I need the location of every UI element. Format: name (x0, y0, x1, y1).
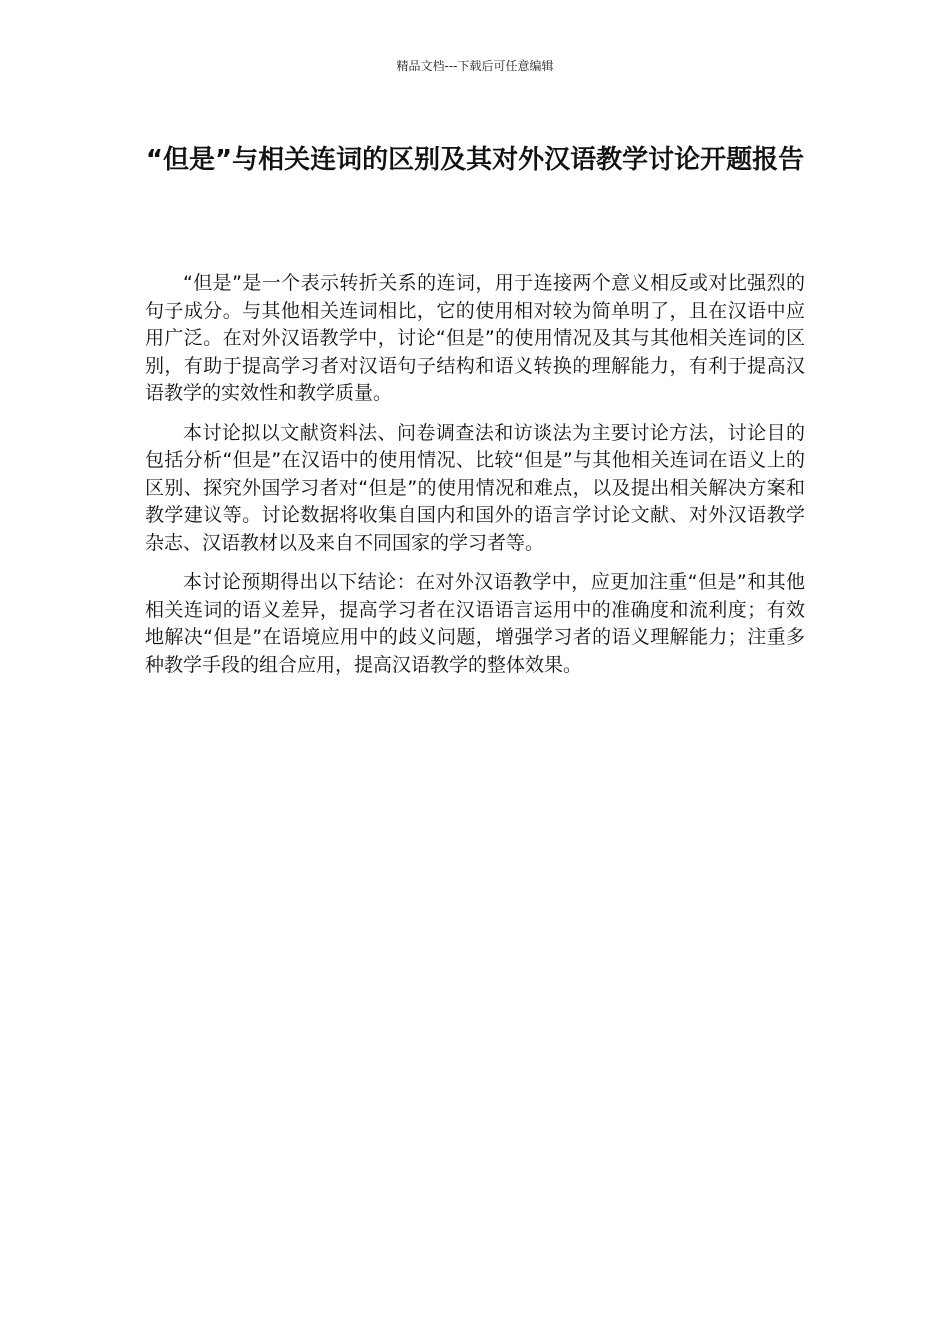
body-paragraph: “但是”是一个表示转折关系的连词，用于连接两个意义相反或对比强烈的句子成分。与其他相关连词相比，它的使用相对较为简单明了，且在汉语中应用广泛。在对外汉语教学中，讨论“但是”的使用情况及其与其他相关连词的区别，有助于提高学习者对汉语句子结构和语义转换的理解能力，有利于提高汉语教学的实效性和教学质量。 (145, 272, 805, 404)
header-note: 精品文档---下载后可任意编辑 (396, 59, 554, 73)
body-paragraph: 本讨论预期得出以下结论：在对外汉语教学中，应更加注重“但是”和其他相关连词的语义差异，提高学习者在汉语语言运用中的准确度和流利度；有效地解决“但是”在语境应用中的歧义问题，增强学习者的语义理解能力；注重多种教学手段的组合应用，提高汉语教学的整体效果。 (145, 571, 805, 676)
body-paragraph: 本讨论拟以文献资料法、问卷调查法和访谈法为主要讨论方法，讨论目的包括分析“但是”在汉语中的使用情况、比较“但是”与其他相关连词在语义上的区别、探究外国学习者对“但是”的使用情况和难点，以及提出相关解决方案和教学建议等。讨论数据将收集自国内和国外的语言学讨论文献、对外汉语教学杂志、汉语教材以及来自不同国家的学习者等。 (145, 421, 805, 554)
document-body (145, 270, 805, 691)
document-title: “但是”与相关连词的区别及其对外汉语教学讨论开题报告 (145, 145, 805, 175)
